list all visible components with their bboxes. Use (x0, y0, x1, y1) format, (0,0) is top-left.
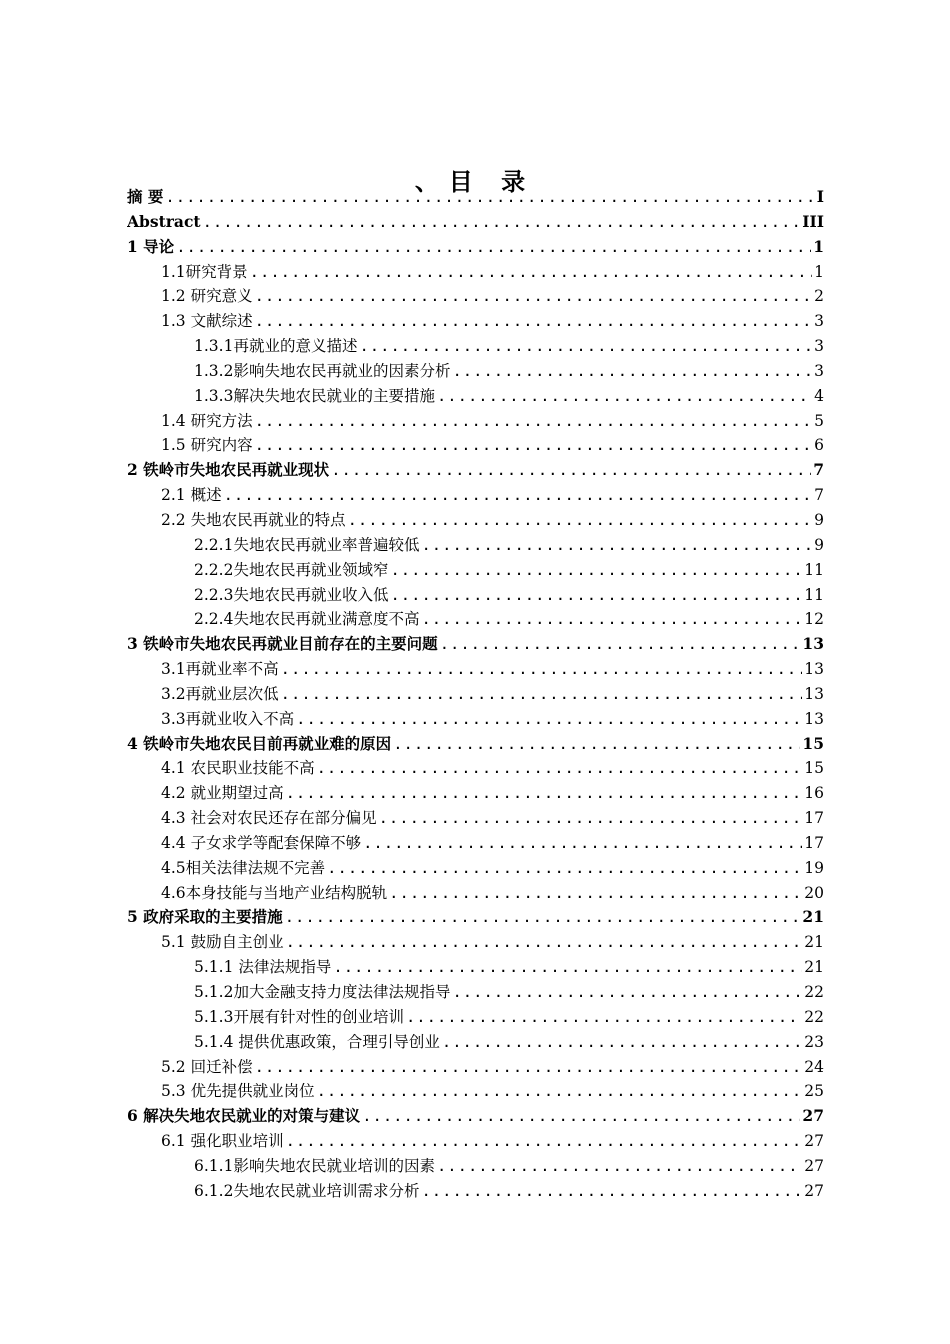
toc-entry-label: 2.2.2失地农民再就业领域窄 (194, 560, 389, 579)
toc-dot-leader (359, 334, 812, 359)
toc-entry-page-number: 3 (814, 312, 824, 331)
toc-dot-leader (255, 433, 813, 458)
toc-entry (127, 1104, 824, 1129)
toc-entry-label: 4.5相关法律法规不完善 (161, 858, 326, 877)
toc-entry (127, 1079, 824, 1104)
toc-entry-page-number: 20 (804, 883, 824, 902)
toc-entry-label: 摘 要 (127, 187, 164, 206)
toc-dot-leader (442, 1030, 802, 1055)
toc-entry-page-number: 7 (813, 460, 824, 480)
toc-entry-page-number: 23 (804, 1032, 824, 1051)
toc-entry-page-number: 9 (814, 535, 824, 554)
toc-entry-label: 5.1 鼓励自主创业 (161, 933, 284, 952)
toc-entry (127, 905, 824, 930)
toc-entry (127, 334, 824, 359)
toc-entry-page-number: 9 (814, 510, 824, 529)
toc-entry-label: 4.1 农民职业技能不高 (161, 759, 315, 778)
table-of-contents (127, 185, 824, 1204)
toc-dot-leader (285, 905, 801, 930)
toc-entry (127, 483, 824, 508)
toc-entry-page-number: 13 (804, 709, 824, 728)
toc-dot-leader (286, 781, 803, 806)
toc-dot-leader (390, 558, 802, 583)
toc-entry-page-number: 21 (804, 958, 824, 977)
toc-entry-page-number: 7 (814, 486, 824, 505)
toc-entry-page-number: 15 (802, 733, 824, 753)
toc-entry-label: 1.3.1再就业的意义描述 (194, 337, 358, 356)
toc-entry-label: 1.2 研究意义 (161, 287, 253, 306)
toc-entry-label: 1.1研究背景 (161, 262, 248, 281)
toc-dot-leader (421, 1179, 802, 1204)
toc-entry (127, 607, 824, 632)
toc-entry-label: 2.2.1失地农民再就业率普遍较低 (194, 535, 420, 554)
toc-entry (127, 732, 824, 757)
toc-entry-page-number: 21 (802, 907, 824, 927)
toc-dot-leader (440, 632, 801, 657)
toc-entry (127, 210, 824, 235)
toc-entry-label: 4.2 就业期望过高 (161, 784, 284, 803)
toc-dot-leader (362, 1104, 800, 1129)
toc-entry-label: 3.3再就业收入不高 (161, 709, 295, 728)
toc-entry (127, 881, 824, 906)
toc-entry (127, 1179, 824, 1204)
toc-dot-leader (317, 1079, 803, 1104)
toc-dot-leader (176, 235, 811, 260)
toc-entry (127, 433, 824, 458)
toc-entry (127, 707, 824, 732)
toc-entry-page-number: 17 (804, 809, 824, 828)
toc-entry (127, 781, 824, 806)
toc-entry-label: Abstract (127, 211, 201, 231)
toc-dot-leader (255, 409, 813, 434)
toc-entry (127, 583, 824, 608)
toc-entry (127, 384, 824, 409)
toc-entry (127, 856, 824, 881)
toc-entry-label: 5.1.4 提供优惠政策，合理引导创业 (194, 1032, 440, 1051)
toc-dot-leader (296, 707, 802, 732)
toc-entry-label: 5.1.3开展有针对性的创业培训 (194, 1007, 404, 1026)
toc-dot-leader (317, 756, 803, 781)
toc-entry-page-number: 13 (804, 660, 824, 679)
toc-entry (127, 806, 824, 831)
toc-dot-leader (286, 1129, 803, 1154)
toc-entry-label: 5.1.1 法律法规指导 (194, 958, 332, 977)
toc-entry-page-number: 6 (814, 436, 824, 455)
toc-dot-leader (389, 881, 802, 906)
toc-dot-leader (379, 806, 803, 831)
toc-entry-page-number: I (816, 187, 824, 206)
toc-entry-page-number: 11 (804, 560, 824, 579)
toc-entry (127, 1055, 824, 1080)
toc-entry (127, 284, 824, 309)
toc-entry-page-number: 27 (804, 1156, 824, 1175)
toc-entry-label: 5.1.2加大金融支持力度法律法规指导 (194, 983, 451, 1001)
toc-entry-page-number: 25 (804, 1082, 824, 1101)
toc-dot-leader (327, 856, 802, 881)
toc-dot-leader (255, 1055, 803, 1080)
toc-dot-leader (281, 657, 803, 682)
toc-entry-page-number: 16 (804, 784, 824, 803)
toc-entry-label: 1.3 文献综述 (161, 312, 253, 331)
toc-entry-label: 6.1.1影响失地农民就业培训的因素 (194, 1156, 435, 1175)
toc-entry-page-number: 11 (804, 585, 824, 604)
toc-dot-leader (421, 607, 802, 632)
toc-entry (127, 185, 824, 210)
toc-dot-leader (406, 1005, 802, 1030)
toc-entry (127, 1129, 824, 1154)
toc-entry-page-number: 24 (804, 1057, 824, 1076)
toc-entry-page-number: 2 (814, 287, 824, 306)
toc-dot-leader (437, 1154, 802, 1179)
toc-entry (127, 1154, 824, 1179)
toc-dot-leader (437, 384, 812, 409)
toc-dot-leader (421, 533, 812, 558)
toc-entry-page-number: III (802, 211, 824, 231)
toc-entry-page-number: 3 (814, 361, 824, 380)
toc-dot-leader (250, 260, 812, 285)
toc-entry (127, 359, 824, 384)
toc-entry-label: 1 导论 (127, 236, 175, 256)
toc-entry (127, 756, 824, 781)
toc-dot-leader (165, 185, 814, 210)
toc-entry-page-number: 13 (804, 684, 824, 703)
toc-dot-leader (393, 732, 800, 757)
toc-dot-leader (281, 682, 803, 707)
toc-entry (127, 1005, 824, 1030)
toc-entry (127, 930, 824, 955)
toc-entry-page-number: 1 (814, 262, 824, 281)
toc-entry (127, 508, 824, 533)
toc-entry-page-number: 17 (804, 833, 824, 852)
toc-entry-page-number: 21 (804, 933, 824, 952)
toc-entry (127, 409, 824, 434)
toc-entry-page-number: 22 (804, 983, 824, 1001)
toc-entry-page-number: 27 (804, 1181, 824, 1200)
toc-entry-page-number: 15 (804, 759, 824, 778)
toc-dot-leader (390, 583, 802, 608)
toc-entry-label: 3.1再就业率不高 (161, 660, 279, 679)
toc-entry (127, 632, 824, 657)
toc-entry (127, 657, 824, 682)
toc-entry-label: 6.1.2失地农民就业培训需求分析 (194, 1181, 420, 1200)
toc-entry (127, 980, 824, 1005)
toc-dot-leader (203, 210, 801, 235)
toc-entry-label: 3.2再就业层次低 (161, 684, 279, 703)
toc-entry (127, 458, 824, 483)
toc-entry-page-number: 27 (802, 1106, 824, 1126)
toc-entry-page-number: 22 (804, 1007, 824, 1026)
toc-entry (127, 1030, 824, 1055)
toc-entry-label: 2.1 概述 (161, 486, 222, 505)
toc-dot-leader (255, 309, 813, 334)
toc-entry-label: 2.2.4失地农民再就业满意度不高 (194, 610, 420, 629)
toc-entry (127, 955, 824, 980)
toc-dot-leader (333, 955, 802, 980)
toc-entry-page-number: 27 (804, 1132, 824, 1151)
toc-entry-label: 1.4 研究方法 (161, 411, 253, 430)
toc-entry-label: 4 铁岭市失地农民目前再就业难的原因 (127, 733, 392, 753)
toc-entry-page-number: 4 (814, 386, 824, 405)
toc-entry-label: 4.3 社会对农民还存在部分偏见 (161, 809, 377, 828)
toc-entry-label: 5.2 回迁补偿 (161, 1057, 253, 1076)
toc-entry-page-number: 3 (814, 337, 824, 356)
toc-entry-label: 2.2.3失地农民再就业收入低 (194, 585, 389, 604)
toc-entry-page-number: 13 (802, 634, 824, 654)
toc-title: 、目 录 (414, 167, 536, 197)
toc-dot-leader (286, 930, 803, 955)
toc-dot-leader (452, 980, 802, 1005)
toc-entry-page-number: 19 (804, 858, 824, 877)
toc-entry (127, 533, 824, 558)
toc-dot-leader (331, 458, 811, 483)
toc-dot-leader (452, 359, 812, 384)
toc-entry (127, 558, 824, 583)
toc-entry-label: 4.6本身技能与当地产业结构脱轨 (161, 883, 388, 902)
toc-entry-label: 1.3.2影响失地农民再就业的因素分析 (194, 361, 451, 380)
toc-entry-label: 6 解决失地农民就业的对策与建议 (127, 1106, 361, 1126)
toc-entry-label: 4.4 子女求学等配套保障不够 (161, 833, 362, 852)
toc-entry-label: 2 铁岭市失地农民再就业现状 (127, 460, 330, 480)
toc-entry-label: 5 政府采取的主要措施 (127, 907, 283, 927)
toc-entry (127, 682, 824, 707)
toc-entry (127, 831, 824, 856)
toc-entry-label: 3 铁岭市失地农民再就业目前存在的主要问题 (127, 634, 438, 654)
toc-entry-page-number: 5 (814, 411, 824, 430)
toc-entry-label: 1.3.3解决失地农民就业的主要措施 (194, 386, 435, 405)
toc-dot-leader (224, 483, 813, 508)
toc-dot-leader (255, 284, 813, 309)
toc-dot-leader (363, 831, 802, 856)
toc-entry-page-number: 1 (813, 236, 824, 256)
toc-entry-label: 5.3 优先提供就业岗位 (161, 1082, 315, 1101)
toc-entry-page-number: 12 (804, 610, 824, 629)
toc-dot-leader (348, 508, 813, 533)
toc-entry (127, 309, 824, 334)
toc-entry-label: 6.1 强化职业培训 (161, 1132, 284, 1151)
toc-entry-label: 1.5 研究内容 (161, 436, 253, 455)
toc-entry (127, 235, 824, 260)
toc-entry-label: 2.2 失地农民再就业的特点 (161, 510, 346, 529)
toc-entry (127, 260, 824, 285)
